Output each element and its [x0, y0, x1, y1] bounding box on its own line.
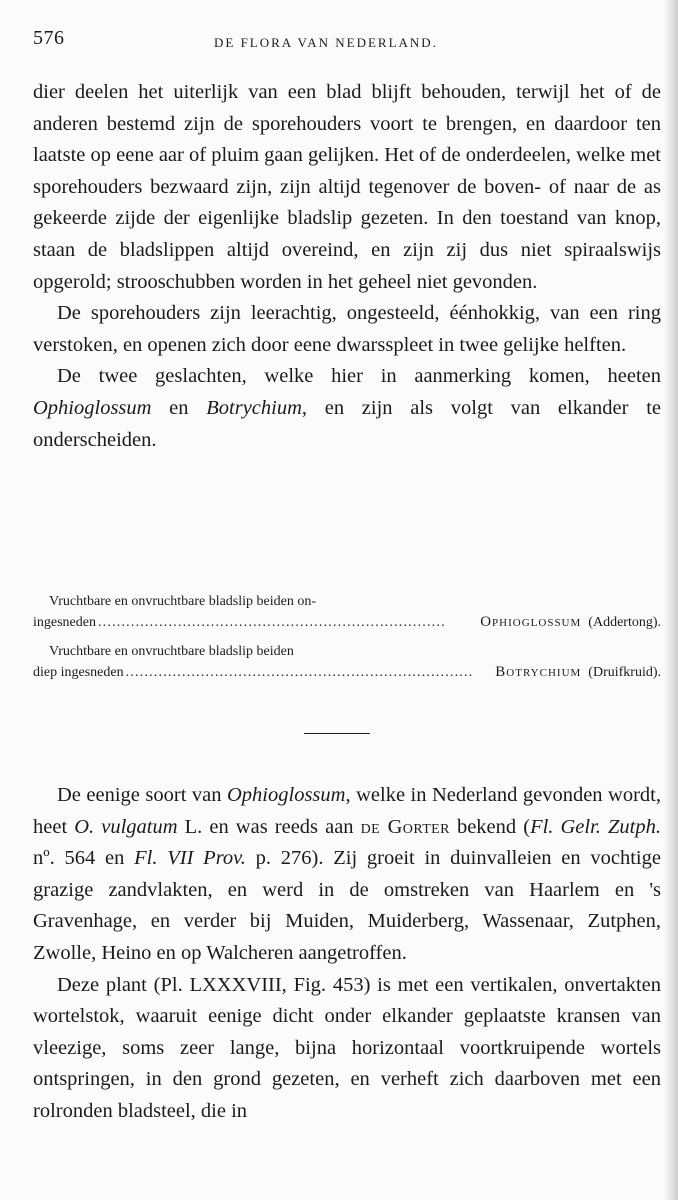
key-genus: Ophioglossum [480, 614, 582, 630]
section-divider [304, 733, 370, 734]
key-text: ingesneden [33, 615, 96, 630]
page-edge-shadow [664, 0, 678, 1200]
page-number: 576 [33, 27, 65, 49]
paragraph-genera-intro: De twee geslachten, welke hier in aanmerking komen, heeten Ophioglossum en Botrychium, en zijn als volgt van elkander te onderscheiden. [33, 365, 661, 451]
genus-name: Ophioglossum [33, 396, 152, 419]
reference-title: Fl. Gelr. Zutph. [530, 815, 661, 838]
reference-title: Fl. VII Prov. [134, 847, 246, 870]
paragraph-species: De eenige soort van Ophioglossum, welke in Nederland gevonden wordt, heet O. vulgatum L. en was reeds aan de Gorter bekend (Fl. Gelr. Zutph. nº. 564 en Fl. VII Prov. p. 276). Zij groeit in duinvalleien en vochtige grazige zandvlakten, en werd in de omstreken van Haarlem en 's Gravenhage, en verder bij Muiden, Muiderberg, Wassenaar, Zutphen, Zwolle, Heino en op Walcheren aangetroffen. [33, 784, 662, 964]
paragraph-leaf-structure: dier deelen het uiterlijk van een blad blijft behouden, terwijl het of de anderen bestemd zijn de sporehouders voort te brengen, en daardoor ten laatste op eene aar of pluim gaan gelijken. Het of de onderdeelen, welke met sporehouders bezwaard zijn, zijn altijd tegenover de boven- of naar de as gekeerde zijde der eigenlijke bladslip gezeten. In den toestand van knop, staan de bladslippen altijd overeind, en zijn zij dus niet spiraalswijs opgerold; strooschubben worden in het geheel niet gevonden. [33, 81, 661, 293]
key-entry-botrychium [33, 642, 661, 683]
genus-name: Ophioglossum [227, 784, 346, 806]
key-text: diep ingesneden [33, 665, 124, 680]
key-common-name: (Druifkruid). [588, 665, 661, 680]
species-name: O. vulgatum [74, 815, 178, 838]
leader-dots: .......................................................................... [125, 665, 474, 680]
genus-name: Botrychium [206, 396, 302, 419]
author-name: de Gorter [360, 815, 450, 838]
description-section [33, 77, 661, 456]
running-title: DE FLORA VAN NEDERLAND. [214, 35, 438, 50]
species-section [33, 780, 661, 1128]
key-common-name: (Addertong). [588, 615, 661, 630]
paragraph-sporangia: De sporehouders zijn leerachtig, ongesteeld, éénhokkig, van een ring verstoken, en openen zich door eene dwarsspleet in twee gelijke helften. [33, 302, 661, 356]
paragraph-plant-description: Deze plant (Pl. LXXXVIII, Fig. 453) is met een vertikalen, onvertakten wortelstok, waaruit eenige dicht onder elkander geplaatste kransen van vleezige, soms zeer lange, bijna horizontaal voortkruipende wortels ontspringen, in den grond gezeten, en verheft zich daarboven met een rolronden bladsteel, die in [33, 973, 661, 1122]
key-entry-ophioglossum [33, 592, 661, 633]
key-genus: Botrychium [495, 664, 582, 680]
key-text: Vruchtbare en onvruchtbare bladslip beiden [49, 644, 294, 659]
leader-dots: .......................................................................... [97, 615, 446, 630]
key-text: Vruchtbare en onvruchtbare bladslip beiden on- [49, 594, 317, 609]
